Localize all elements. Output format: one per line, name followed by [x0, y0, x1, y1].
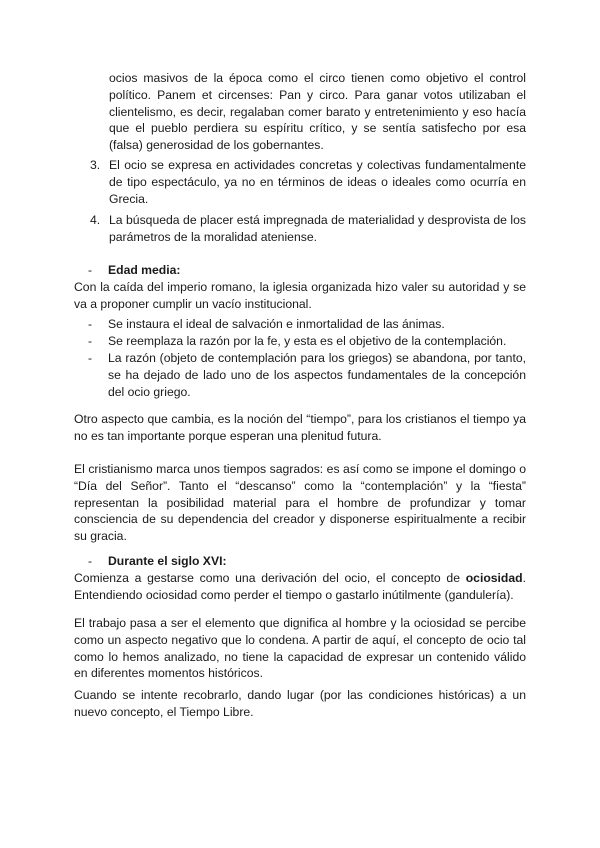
intro-text-start: Comienza a gestarse como una derivación del ocio, el concepto de: [74, 571, 466, 585]
bullet-dash: -: [88, 351, 93, 365]
edad-media-intro: Con la caída del imperio romano, la iglesia organizada hizo valer su autoridad y se va a proponer cumplir un vacío institucional.: [74, 280, 526, 311]
intro-text-end: . Entendiendo ociosidad como perder el tiempo o gastarlo inútilmente (gandulería).: [74, 571, 526, 602]
bold-term-ociosidad: ociosidad: [465, 571, 523, 585]
heading-dash: -: [88, 263, 93, 277]
list-item: Se reemplaza la razón por la fe, y esta es el objetivo de la contemplación.: [108, 334, 507, 348]
list-item: Se instaura el ideal de salvación e inmortalidad de las ánimas.: [108, 317, 445, 331]
section-heading-siglo-xvi: Durante el siglo XVI:: [108, 554, 227, 568]
heading-dash: -: [88, 554, 93, 568]
continued-paragraph: ocios masivos de la época como el circo tienen como objetivo el control político. Panem et circenses: Pan y circo. Para ganar votos utilizaban el clientelismo, es decir, regalaban comer barato y entretenimiento y eso hacía que el pueblo perdiera su espíritu crítico, y se sentía satisfecho por esa (falsa) generosidad de los gobernantes.: [109, 71, 526, 153]
list-number-4: 4.: [90, 213, 101, 227]
list-number-3: 3.: [90, 158, 101, 172]
list-item: La razón (objeto de contemplación para los griegos) se abandona, por tanto, se ha dejado de lado uno de los aspectos fundamentales de la concepción del ocio griego.: [108, 351, 526, 399]
siglo-xvi-intro: [74, 570, 526, 604]
paragraph-tiempo: Otro aspecto que cambia, es la noción del “tiempo”, para los cristianos el tiempo ya no es tan importante porque esperan una plenitud futura.: [74, 412, 526, 443]
paragraph-recobrarlo: Cuando se intente recobrarlo, dando lugar (por las condiciones históricas) a un nuevo concepto, el Tiempo Libre.: [74, 688, 526, 719]
bullet-dash: -: [88, 317, 93, 331]
numbered-item-3: El ocio se expresa en actividades concretas y colectivas fundamentalmente de tipo espectáculo, ya no en términos de ideas o ideales como ocurría en Grecia.: [109, 158, 526, 206]
bullet-dash: -: [88, 334, 93, 348]
paragraph-cristianismo: El cristianismo marca unos tiempos sagrados: es así como se impone el domingo o “Día del Señor”. Tanto el “descanso” como la “contemplación” y la “fiesta” representan la posibilidad material para el hombre de profundizar y tomar consciencia de su dependencia del creador y disponerse espiritualmente a recibir su gracia.: [74, 462, 526, 544]
paragraph-trabajo: El trabajo pasa a ser el elemento que dignifica al hombre y la ociosidad se percibe como un aspecto negativo que lo condena. A partir de aquí, el concepto de ocio tal como lo hemos analizado, no tiene la capacidad de expresar un contenido válido en diferentes momentos históricos.: [74, 616, 526, 681]
numbered-item-4: La búsqueda de placer está impregnada de materialidad y desprovista de los parámetros de la moralidad ateniense.: [109, 213, 526, 244]
section-heading-edad-media: Edad media:: [108, 263, 181, 277]
